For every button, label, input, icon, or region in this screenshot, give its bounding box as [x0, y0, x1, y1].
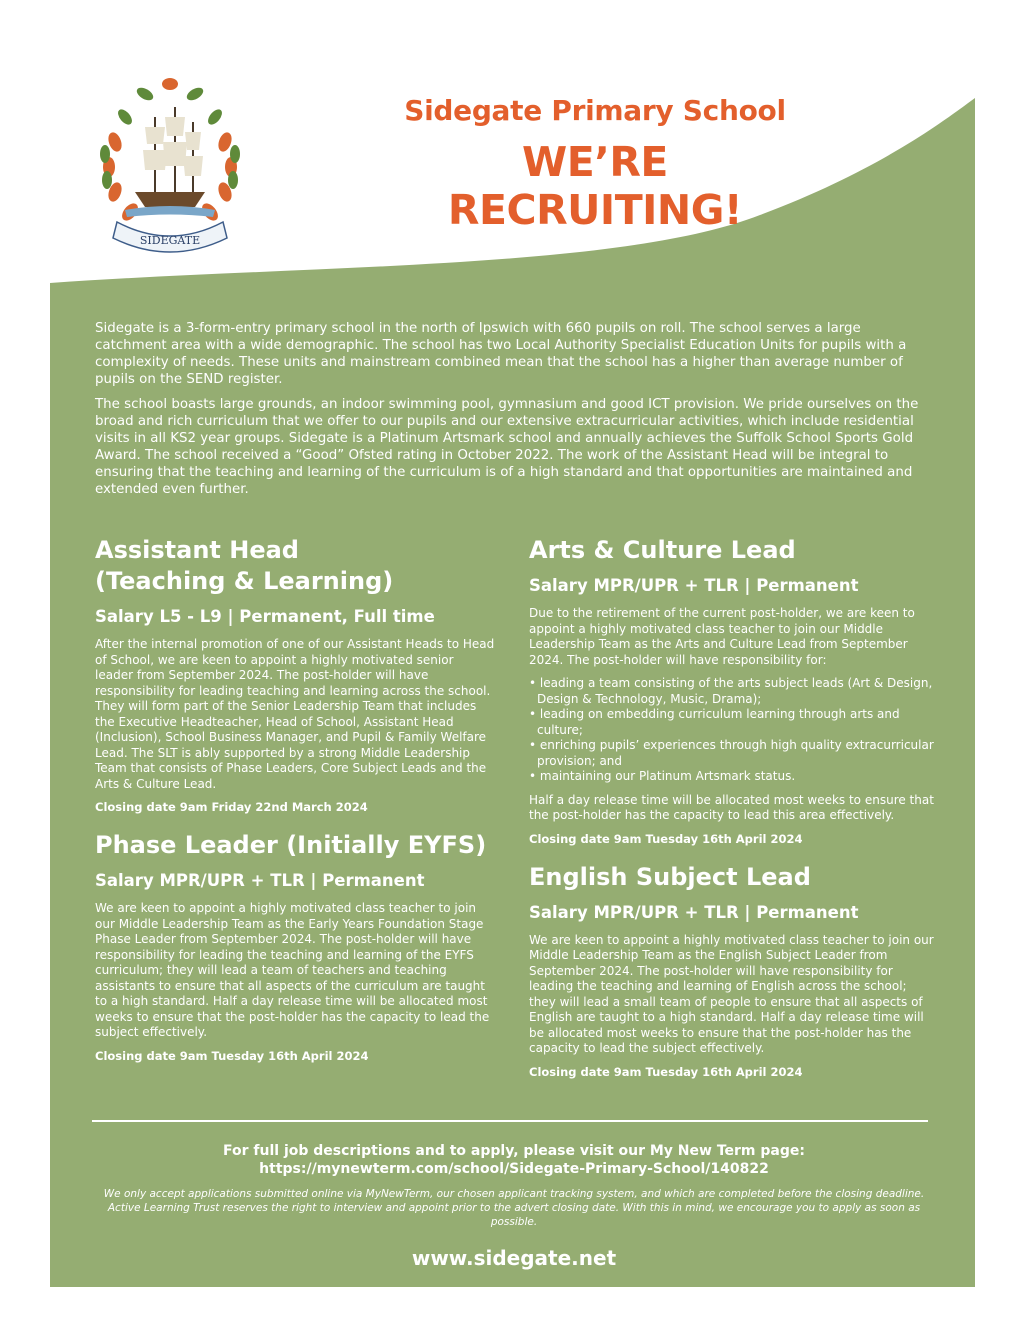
list-item: • leading on embedding curriculum learning through arts and culture;: [529, 707, 900, 737]
list-item: • maintaining our Platinum Artsmark status.: [529, 769, 796, 783]
job-english-lead: [529, 862, 934, 1079]
job-description: We are keen to appoint a highly motivated class teacher to join our Middle Leadership Team as the English Subject Leader from September 2024. The post-holder will have responsibility for leading the teaching and learning of English across the school; they will lead a small team of people to ensure that all aspects of English are taught to a high standard. Half a day release time will be allocated most weeks to ensure that the post-holder has the capacity to lead the subject effectively.: [529, 932, 934, 1055]
list-item: • enriching pupils’ experiences through high quality extracurricular provision; and: [529, 738, 934, 768]
intro-paragraph: Sidegate is a 3-form-entry primary school in the north of Ipswich with 660 pupils on roll. The school serves a large catchment area with a wide demographic. The school has two Local Authority Specialist Education Units for pupils with a complexity of needs. These units and mainstream combined mean that the school has a higher than average number of pupils on the SEND register.: [95, 321, 907, 387]
job-arts-lead: [529, 535, 934, 846]
school-name: Sidegate Primary School: [404, 94, 786, 127]
responsibility-list: [529, 676, 934, 785]
job-title: Arts & Culture Lead: [529, 536, 796, 564]
intro-section: [95, 320, 933, 506]
left-column: [95, 535, 495, 1079]
job-description: Due to the retirement of the current post-holder, we are keen to appoint a highly motivated class teacher to join our Middle Leadership Team as the Arts and Culture Lead from September 2024. The post-holder will have responsibility for:: [529, 606, 915, 667]
apply-text: For full job descriptions and to apply, please visit our My New Term page:: [223, 1143, 805, 1159]
closing-date: Closing date 9am Tuesday 16th April 2024: [95, 1048, 369, 1063]
right-column: [529, 535, 934, 1095]
application-note: We only accept applications submitted online via MyNewTerm, our chosen applicant tracking system, and which are completed before the closing deadline. Active Learning Trust reserves the right to interview and appoint prior to the advert closing date. With this in mind, we encourage you to apply as soon as possible.: [103, 1188, 925, 1228]
job-description: After the internal promotion of one of our Assistant Heads to Head of School, we are keen to appoint a highly motivated senior leader from September 2024. The post-holder will have responsibility for leading teaching and learning across the school. They will form part of the Senior Leadership Team that includes the Executive Headteacher, Head of School, Assistant Head (Inclusion), School Business Manager, and Pupil & Family Welfare Lead. The SLT is ably supported by a strong Middle Leadership Team that consists of Phase Leaders, Core Subject Leads and the Arts & Culture Lead.: [95, 637, 495, 791]
job-phase-leader: [95, 830, 495, 1063]
logo-text: SIDEGATE: [139, 234, 201, 247]
job-salary: Salary MPR/UPR + TLR | Permanent: [95, 871, 425, 890]
apply-section: [95, 1142, 933, 1178]
job-salary: Salary MPR/UPR + TLR | Permanent: [529, 902, 859, 922]
school-logo: [95, 72, 245, 262]
job-assistant-head: [95, 535, 495, 814]
intro-paragraph: The school boasts large grounds, an indoor swimming pool, gymnasium and good ICT provision. We pride ourselves on the broad and rich curriculum that we offer to our pupils and our extensive extracurricular activities, which include residential visits in all KS2 year groups. Sidegate is a Platinum Artsmark school and annually achieves the Suffolk School Sports Gold Award. The school received a “Good” Ofsted rating in October 2022. The work of the Assistant Head will be integral to ensuring that the teaching and learning of the curriculum is of a high standard and that opportunities are maintained and extended even further.: [95, 397, 919, 497]
job-description-extra: Half a day release time will be allocated most weeks to ensure that the post-holder has the capacity to lead this area effectively.: [529, 792, 934, 822]
job-title: Phase Leader (Initially EYFS): [95, 831, 487, 859]
divider: [92, 1120, 928, 1122]
list-item: • leading a team consisting of the arts subject leads (Art & Design, Design & Technology, Music, Drama);: [529, 676, 933, 706]
job-salary: Salary L5 - L9 | Permanent, Full time: [95, 607, 435, 626]
website-link[interactable]: www.sidegate.net: [411, 1246, 617, 1270]
apply-link[interactable]: https://mynewterm.com/school/Sidegate-Primary-School/140822: [259, 1161, 769, 1177]
closing-date: Closing date 9am Friday 22nd March 2024: [95, 800, 368, 814]
ship-icon: [125, 107, 215, 217]
job-title-line: (Teaching & Learning): [95, 567, 394, 595]
job-salary: Salary MPR/UPR + TLR | Permanent: [529, 576, 859, 595]
recruiting-headline: WE’RE RECRUITING!: [447, 138, 743, 234]
closing-date: Closing date 9am Tuesday 16th April 2024: [529, 831, 803, 846]
job-title: [95, 535, 495, 597]
job-description: We are keen to appoint a highly motivated class teacher to join our Middle Leadership Team as the Early Years Foundation Stage Phase Leader from September 2024. The post-holder will have responsibility for leading the teaching and learning of the EYFS curriculum; they will lead a team of teachers and teaching assistants to ensure that all aspects of the curriculum are taught to a high standard. Half a day release time will be allocated most weeks to ensure that the post-holder has the capacity to lead the subject effectively.: [95, 901, 490, 1039]
job-title: English Subject Lead: [529, 862, 811, 891]
closing-date: Closing date 9am Tuesday 16th April 2024: [529, 1064, 803, 1079]
job-title-line: Assistant Head: [95, 536, 299, 564]
